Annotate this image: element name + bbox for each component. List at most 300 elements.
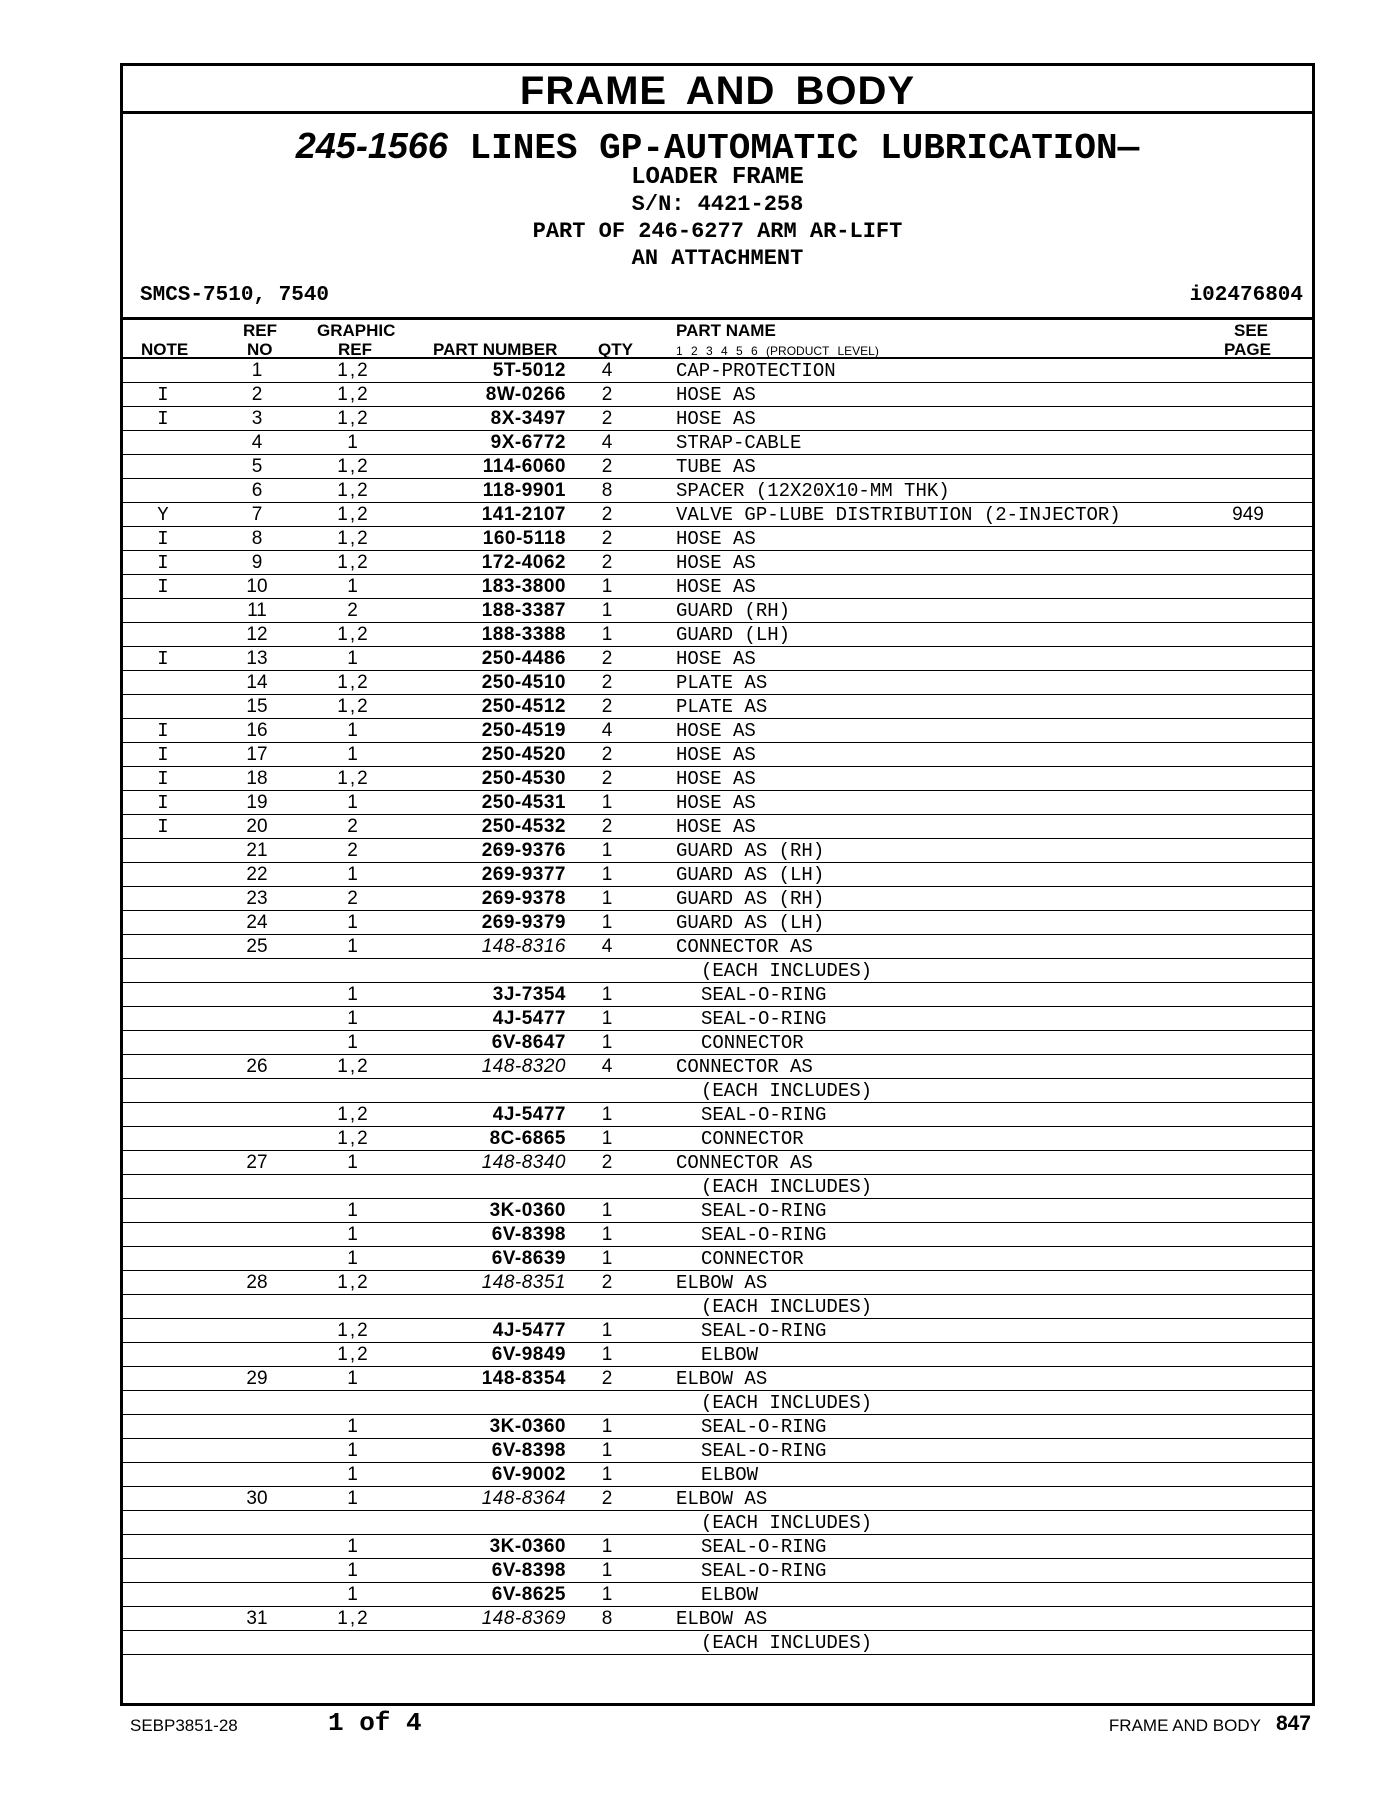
part-name-cell: GUARD (LH) [676, 624, 791, 646]
part-name-cell: VALVE GP-LUBE DISTRIBUTION (2-INJECTOR) [676, 504, 1121, 526]
qty-cell: 1 [601, 912, 613, 933]
part-name-cell: ELBOW AS [676, 1368, 768, 1390]
graphic-ref-cell: 2 [347, 600, 360, 621]
qty-cell: 2 [601, 384, 613, 405]
section-title: FRAME AND BODY [123, 66, 1312, 114]
part-name-cell: SPACER (12X20X10-MM THK) [676, 480, 950, 502]
table-row [123, 455, 1312, 479]
part-number-cell: 160-5118 [482, 528, 566, 549]
graphic-ref-cell: 1,2 [337, 408, 370, 429]
part-number-cell: 6V-9849 [491, 1344, 566, 1365]
part-name-cell: SEAL-O-RING [701, 1008, 827, 1030]
graphic-ref-cell: 1,2 [337, 480, 370, 501]
part-name-cell: SEAL-O-RING [701, 1224, 827, 1246]
part-name-cell: PLATE AS [676, 672, 768, 694]
part-number-cell: 250-4519 [481, 720, 566, 741]
graphic-ref-cell: 1,2 [337, 552, 370, 573]
table-row [123, 887, 1312, 911]
qty-cell: 1 [601, 984, 613, 1005]
part-number-cell: 141-2107 [481, 504, 566, 525]
part-name-cell: TUBE AS [676, 456, 756, 478]
ref-no-cell: 4 [251, 432, 263, 453]
table-row [123, 671, 1312, 695]
illustration-id: i02476804 [1189, 284, 1303, 307]
qty-cell: 1 [601, 1416, 613, 1437]
serial-number: S/N: 4421-258 [631, 192, 804, 217]
part-name-cell: STRAP-CABLE [676, 432, 802, 454]
graphic-ref-cell: 1,2 [337, 1104, 370, 1125]
table-row [123, 1583, 1312, 1607]
group-name: LINES GP-AUTOMATIC LUBRICATION— [469, 128, 1140, 169]
product-level-header: 1 2 3 4 5 6 (PRODUCT LEVEL) [676, 344, 879, 358]
graphic-ref-cell: 1,2 [337, 1056, 370, 1077]
part-name-cell: GUARD AS (RH) [676, 840, 825, 862]
qty-cell: 2 [601, 504, 613, 525]
table-row [123, 1175, 1312, 1199]
part-name-cell: HOSE AS [676, 648, 756, 670]
ref-no-cell: 24 [246, 912, 268, 933]
part-name-cell: GUARD AS (RH) [676, 888, 825, 910]
ref-no-cell: 27 [246, 1152, 268, 1173]
qty-cell: 1 [601, 1128, 613, 1149]
graphic-ref-cell: 1 [347, 432, 360, 453]
part-number-cell: 250-4510 [481, 672, 566, 693]
qty-cell: 1 [601, 1200, 613, 1221]
table-row [123, 1511, 1312, 1535]
part-number-cell: 148-8320 [481, 1056, 566, 1077]
ref-no-cell: 19 [246, 792, 268, 813]
qty-cell: 2 [601, 768, 613, 789]
part-name-cell: (EACH INCLUDES) [701, 1296, 873, 1318]
table-row [123, 431, 1312, 455]
table-row [123, 1127, 1312, 1151]
table-row [123, 839, 1312, 863]
part-number-cell: 148-8316 [481, 936, 566, 957]
group-subtitle: LOADER FRAME [631, 164, 804, 191]
footer-page-of: 1 of 4 [328, 1708, 422, 1738]
part-name-cell: ELBOW [701, 1344, 759, 1366]
graphic-ref-cell: 1,2 [337, 1344, 370, 1365]
part-number-cell: 6V-8398 [491, 1440, 566, 1461]
qty-cell: 1 [601, 1008, 613, 1029]
table-row [123, 1487, 1312, 1511]
ref-no-cell: 17 [246, 744, 268, 765]
ref-no-cell: 20 [246, 816, 268, 837]
qty-cell: 1 [601, 1464, 613, 1485]
table-row [123, 1415, 1312, 1439]
part-number-cell: 9X-6772 [490, 432, 566, 453]
graphic-ref-header-top: GRAPHIC [317, 321, 396, 340]
table-row [123, 791, 1312, 815]
graphic-ref-cell: 1,2 [337, 528, 370, 549]
table-row [123, 719, 1312, 743]
table-row [123, 1031, 1312, 1055]
graphic-ref-cell: 1 [347, 984, 360, 1005]
ref-no-cell: 22 [246, 864, 268, 885]
graphic-ref-cell: 1,2 [337, 1272, 370, 1293]
table-row [123, 1343, 1312, 1367]
qty-cell: 1 [601, 888, 613, 909]
part-name-cell: HOSE AS [676, 552, 756, 574]
graphic-ref-cell: 1,2 [337, 672, 370, 693]
ref-no-cell: 30 [246, 1488, 268, 1509]
ref-no-cell: 16 [246, 720, 268, 741]
table-row [123, 1079, 1312, 1103]
qty-cell: 1 [601, 1584, 613, 1605]
table-row [123, 1367, 1312, 1391]
qty-cell: 2 [601, 696, 613, 717]
footer-page-number: 847 [1275, 1712, 1311, 1735]
part-number-cell: 8W-0266 [485, 384, 566, 405]
part-name-cell: ELBOW AS [676, 1272, 768, 1294]
qty-cell: 2 [601, 1152, 613, 1173]
table-row [123, 695, 1312, 719]
qty-cell: 2 [601, 1272, 613, 1293]
ref-no-cell: 21 [246, 840, 268, 861]
graphic-ref-cell: 1 [347, 1032, 360, 1053]
part-name-cell: SEAL-O-RING [701, 1320, 827, 1342]
table-row [123, 767, 1312, 791]
qty-cell: 2 [601, 672, 613, 693]
graphic-ref-cell: 1 [347, 864, 360, 885]
table-row [123, 1535, 1312, 1559]
part-name-cell: HOSE AS [676, 528, 756, 550]
graphic-ref-cell: 1,2 [337, 360, 370, 381]
qty-cell: 2 [601, 744, 613, 765]
column-header [123, 317, 1312, 359]
qty-header: QTY [598, 340, 633, 359]
part-number-cell: 5T-5012 [492, 360, 566, 381]
footer-doc-number: SEBP3851-28 [130, 1716, 238, 1735]
note-cell: I [157, 816, 169, 838]
graphic-ref-cell: 1 [347, 1584, 360, 1605]
ref-no-cell: 3 [251, 408, 263, 429]
note-cell: I [157, 576, 169, 598]
graphic-ref-cell: 2 [347, 888, 360, 909]
table-row [123, 575, 1312, 599]
smcs-code: SMCS-7510, 7540 [140, 284, 330, 307]
part-name-cell: (EACH INCLUDES) [701, 1632, 873, 1654]
part-name-cell: SEAL-O-RING [701, 1416, 827, 1438]
part-of-line: PART OF 246-6277 ARM AR-LIFT [532, 219, 903, 244]
table-row [123, 1223, 1312, 1247]
table-row [123, 647, 1312, 671]
part-number-cell: 148-8340 [481, 1152, 566, 1173]
table-row [123, 1463, 1312, 1487]
part-number-cell: 4J-5477 [492, 1320, 566, 1341]
note-cell: I [157, 552, 169, 574]
qty-cell: 2 [601, 408, 613, 429]
part-number-cell: 6V-8625 [491, 1584, 566, 1605]
part-number-cell: 250-4532 [481, 816, 566, 837]
part-name-cell: CONNECTOR AS [676, 1152, 813, 1174]
table-row [123, 1391, 1312, 1415]
ref-no-cell: 13 [246, 648, 268, 669]
qty-cell: 1 [601, 1248, 613, 1269]
qty-cell: 2 [601, 456, 613, 477]
part-name-cell: HOSE AS [676, 792, 756, 814]
see-page-cell: 949 [1232, 504, 1264, 525]
part-name-cell: SEAL-O-RING [701, 1200, 827, 1222]
part-number-cell: 188-3388 [481, 624, 566, 645]
qty-cell: 1 [601, 1032, 613, 1053]
part-name-cell: HOSE AS [676, 408, 756, 430]
part-name-cell: ELBOW [701, 1464, 759, 1486]
table-row [123, 935, 1312, 959]
ref-no-cell: 14 [246, 672, 268, 693]
graphic-ref-cell: 1 [347, 936, 360, 957]
part-name-cell: CONNECTOR [701, 1128, 804, 1150]
table-row [123, 911, 1312, 935]
part-number-cell: 148-8354 [481, 1368, 566, 1389]
table-row [123, 359, 1312, 383]
part-number-header: PART NUMBER [433, 340, 558, 359]
graphic-ref-cell: 1 [347, 576, 360, 597]
part-number-cell: 6V-8398 [491, 1560, 566, 1581]
part-number-cell: 172-4062 [481, 552, 566, 573]
qty-cell: 2 [601, 816, 613, 837]
table-row [123, 983, 1312, 1007]
part-name-cell: (EACH INCLUDES) [701, 1176, 873, 1198]
part-name-cell: GUARD (RH) [676, 600, 791, 622]
qty-cell: 1 [601, 1536, 613, 1557]
attachment-line: AN ATTACHMENT [631, 246, 804, 271]
graphic-ref-cell: 1,2 [337, 456, 370, 477]
graphic-ref-cell: 1 [347, 1560, 360, 1581]
part-number-cell: 8C-6865 [489, 1128, 566, 1149]
part-number-cell: 183-3800 [481, 576, 566, 597]
group-title [123, 126, 1312, 169]
qty-cell: 4 [601, 1056, 613, 1077]
qty-cell: 1 [601, 1560, 613, 1581]
part-name-cell: (EACH INCLUDES) [701, 960, 873, 982]
qty-cell: 4 [601, 360, 613, 381]
note-header: NOTE [141, 340, 189, 359]
qty-cell: 4 [601, 432, 613, 453]
ref-no-cell: 2 [251, 384, 263, 405]
qty-cell: 2 [601, 648, 613, 669]
ref-no-cell: 25 [246, 936, 268, 957]
graphic-ref-cell: 1 [347, 912, 360, 933]
note-cell: I [157, 768, 169, 790]
table-row [123, 1151, 1312, 1175]
part-name-cell: CAP-PROTECTION [676, 360, 836, 382]
ref-no-header-top: REF [243, 321, 277, 340]
table-row [123, 1295, 1312, 1319]
part-name-cell: SEAL-O-RING [701, 984, 827, 1006]
part-name-cell: GUARD AS (LH) [676, 864, 825, 886]
part-name-cell: CONNECTOR AS [676, 936, 813, 958]
ref-no-cell: 7 [251, 504, 263, 525]
table-row [123, 1631, 1312, 1655]
qty-cell: 1 [601, 576, 613, 597]
part-number-cell: 269-9377 [481, 864, 566, 885]
ref-no-cell: 8 [251, 528, 263, 549]
graphic-ref-cell: 1 [347, 720, 360, 741]
qty-cell: 8 [601, 480, 613, 501]
part-number-cell: 3J-7354 [492, 984, 566, 1005]
graphic-ref-cell: 1 [347, 1152, 360, 1173]
graphic-ref-cell: 1 [347, 1224, 360, 1245]
graphic-ref-cell: 1,2 [337, 696, 370, 717]
part-number-cell: 3K-0360 [489, 1200, 566, 1221]
ref-no-cell: 18 [246, 768, 268, 789]
qty-cell: 1 [601, 840, 613, 861]
note-cell: I [157, 720, 169, 742]
ref-no-cell: 15 [246, 696, 268, 717]
see-page-header-top: SEE [1234, 321, 1269, 340]
part-number-cell: 269-9376 [481, 840, 566, 861]
table-row [123, 1439, 1312, 1463]
graphic-ref-cell: 2 [347, 840, 360, 861]
table-row [123, 1247, 1312, 1271]
part-name-cell: ELBOW AS [676, 1608, 768, 1630]
ref-no-header-bottom: NO [247, 340, 273, 359]
table-row [123, 503, 1312, 527]
ref-no-cell: 12 [246, 624, 268, 645]
ref-no-cell: 5 [251, 456, 263, 477]
graphic-ref-cell: 1 [347, 744, 360, 765]
table-row [123, 1055, 1312, 1079]
part-number-cell: 6V-9002 [491, 1464, 566, 1485]
part-number-cell: 114-6060 [482, 456, 566, 477]
part-name-cell: HOSE AS [676, 744, 756, 766]
graphic-ref-cell: 1 [347, 1248, 360, 1269]
qty-cell: 8 [601, 1608, 613, 1629]
part-number-cell: 250-4520 [481, 744, 566, 765]
part-name-cell: ELBOW [701, 1584, 759, 1606]
ref-no-cell: 6 [251, 480, 263, 501]
part-name-cell: (EACH INCLUDES) [701, 1512, 873, 1534]
note-cell: I [157, 408, 169, 430]
part-name-cell: HOSE AS [676, 576, 756, 598]
table-row [123, 479, 1312, 503]
table-row [123, 623, 1312, 647]
table-row [123, 527, 1312, 551]
table-row [123, 383, 1312, 407]
qty-cell: 1 [601, 864, 613, 885]
note-cell: I [157, 744, 169, 766]
ref-no-cell: 26 [246, 1056, 268, 1077]
qty-cell: 2 [601, 1368, 613, 1389]
qty-cell: 4 [601, 936, 613, 957]
qty-cell: 1 [601, 1224, 613, 1245]
table-row [123, 1103, 1312, 1127]
table-row [123, 1007, 1312, 1031]
table-row [123, 959, 1312, 983]
group-part-number: 245-1566 [295, 125, 448, 166]
part-name-cell: CONNECTOR AS [676, 1056, 813, 1078]
part-number-cell: 250-4486 [481, 648, 566, 669]
part-number-cell: 3K-0360 [489, 1536, 566, 1557]
graphic-ref-cell: 1,2 [337, 768, 370, 789]
table-row [123, 1271, 1312, 1295]
qty-cell: 2 [601, 528, 613, 549]
part-number-cell: 3K-0360 [489, 1416, 566, 1437]
part-name-cell: (EACH INCLUDES) [701, 1392, 873, 1414]
table-row [123, 743, 1312, 767]
graphic-ref-cell: 2 [347, 816, 360, 837]
part-name-cell: PLATE AS [676, 696, 768, 718]
graphic-ref-cell: 1,2 [337, 1128, 370, 1149]
ref-no-cell: 9 [251, 552, 263, 573]
qty-cell: 1 [601, 1440, 613, 1461]
qty-cell: 1 [601, 1344, 613, 1365]
part-number-cell: 4J-5477 [492, 1008, 566, 1029]
graphic-ref-cell: 1,2 [337, 384, 370, 405]
qty-cell: 1 [601, 624, 613, 645]
parts-list [123, 359, 1312, 1655]
ref-no-cell: 10 [246, 576, 268, 597]
part-number-cell: 6V-8639 [491, 1248, 566, 1269]
part-name-cell: CONNECTOR [701, 1248, 804, 1270]
part-name-cell: HOSE AS [676, 816, 756, 838]
part-name-cell: CONNECTOR [701, 1032, 804, 1054]
part-name-cell: SEAL-O-RING [701, 1536, 827, 1558]
part-name-cell: GUARD AS (LH) [676, 912, 825, 934]
part-name-cell: SEAL-O-RING [701, 1104, 827, 1126]
ref-no-cell: 1 [251, 360, 263, 381]
qty-cell: 2 [601, 1488, 613, 1509]
ref-no-cell: 23 [246, 888, 268, 909]
part-name-header: PART NAME [676, 321, 776, 340]
part-name-cell: SEAL-O-RING [701, 1560, 827, 1582]
graphic-ref-cell: 1 [347, 792, 360, 813]
part-number-cell: 188-3387 [481, 600, 566, 621]
part-number-cell: 250-4531 [481, 792, 566, 813]
note-cell: I [157, 792, 169, 814]
table-row [123, 1607, 1312, 1631]
graphic-ref-cell: 1 [347, 1416, 360, 1437]
part-name-cell: HOSE AS [676, 720, 756, 742]
table-row [123, 551, 1312, 575]
ref-no-cell: 11 [247, 600, 267, 621]
graphic-ref-cell: 1 [347, 648, 360, 669]
qty-cell: 1 [601, 792, 613, 813]
qty-cell: 1 [601, 1320, 613, 1341]
graphic-ref-cell: 1,2 [337, 504, 370, 525]
part-name-cell: SEAL-O-RING [701, 1440, 827, 1462]
table-row [123, 863, 1312, 887]
note-cell: I [157, 528, 169, 550]
graphic-ref-cell: 1,2 [337, 624, 370, 645]
part-number-cell: 6V-8398 [491, 1224, 566, 1245]
parts-page-frame [120, 63, 1315, 1706]
table-row [123, 599, 1312, 623]
qty-cell: 1 [601, 600, 613, 621]
graphic-ref-cell: 1 [347, 1200, 360, 1221]
note-cell: Y [157, 504, 169, 526]
see-page-header-bottom: PAGE [1224, 340, 1271, 359]
part-number-cell: 6V-8647 [491, 1032, 566, 1053]
part-number-cell: 118-9901 [482, 480, 566, 501]
graphic-ref-cell: 1 [347, 1008, 360, 1029]
graphic-ref-cell: 1 [347, 1440, 360, 1461]
table-row [123, 815, 1312, 839]
part-number-cell: 8X-3497 [490, 408, 566, 429]
qty-cell: 4 [601, 720, 613, 741]
graphic-ref-cell: 1,2 [337, 1320, 370, 1341]
table-row [123, 1559, 1312, 1583]
part-number-cell: 148-8364 [481, 1488, 566, 1509]
table-row [123, 1199, 1312, 1223]
qty-cell: 2 [601, 552, 613, 573]
graphic-ref-cell: 1,2 [337, 1608, 370, 1629]
part-name-cell: (EACH INCLUDES) [701, 1080, 873, 1102]
footer-section-name: FRAME AND BODY [1108, 1716, 1261, 1735]
part-number-cell: 4J-5477 [492, 1104, 566, 1125]
graphic-ref-cell: 1 [347, 1368, 360, 1389]
